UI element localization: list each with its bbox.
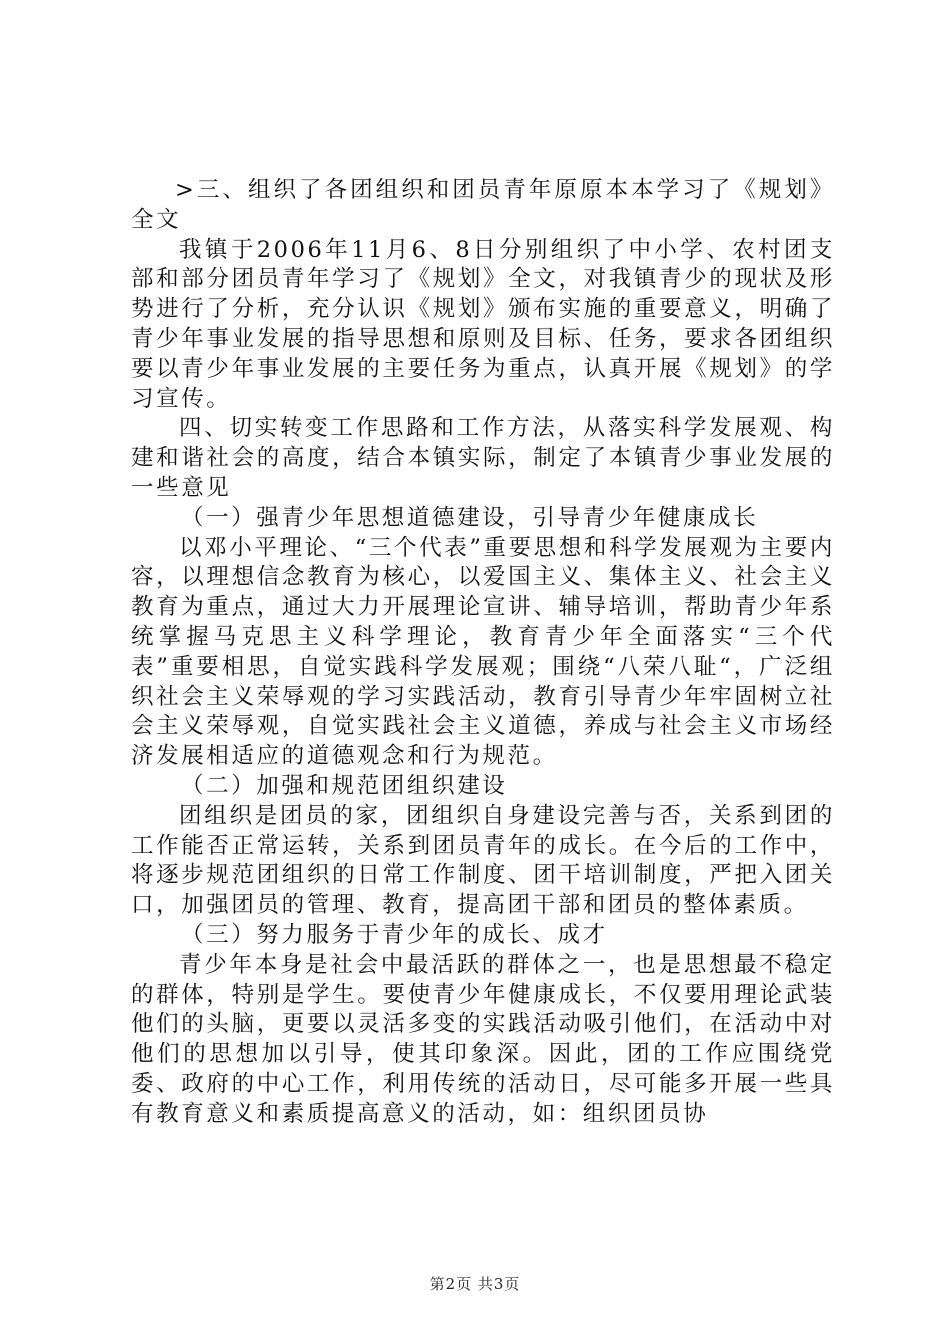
subheading-three: （三）努力服务于青少年的成长、成才 [181,921,608,948]
body-paragraph: 团组织是团员的家，团组织自身建设完善与否，关系到团的工作能否正常运转，关系到团员青年的成长。在今后的工作中，将逐步规范团组织的日常工作制度、团干培训制度，严把入团关口，加强团员的管理、教育，提高团干部和团员的整体素质。 [131,802,835,919]
body-paragraph: 青少年本身是社会中最活跃的群体之一，也是思想最不稳定的群体，特别是学生。要使青少年健康成长，不仅要用理论武装他们的头脑，更要以灵活多变的实践活动吸引他们，在活动中对他们的思想加以引导，使其印象深。因此，团的工作应围绕党委、政府的中心工作，利用传统的活动日，尽可能多开展一些具有教育意义和素质提高意义的活动，如：组织团员协 [131,951,835,1127]
body-paragraph: 我镇于2006年11月6、8日分别组织了中小学、农村团支部和部分团员青年学习了《规划》全文，对我镇青少的现状及形势进行了分析，充分认识《规划》颁布实施的重要意义，明确了青少年事业发展的指导思想和原则及目标、任务，要求各团组织要以青少年事业发展的主要任务为重点，认真开展《规划》的学习宣传。 [131,236,835,412]
body-paragraph: 以邓小平理论、“三个代表”重要思想和科学发展观为主要内容，以理想信念教育为核心，以爱国主义、集体主义、社会主义教育为重点，通过大力开展理论宣讲、辅导培训，帮助青少年系统掌握马克思主义科学理论，教育青少年全面落实“三个代表”重要相思，自觉实践科学发展观；围绕“八荣八耻“，广泛组织社会主义荣辱观的学习实践活动，教育引导青少年牢固树立社会主义荣辱观，自觉实践社会主义道德，养成与社会主义市场经济发展相适应的道德观念和行为规范。 [131,534,835,770]
section-heading-four: 四、切实转变工作思路和工作方法，从落实科学发展观、构建和谐社会的高度，结合本镇实际，制定了本镇青少事业发展的一些意见 [131,415,835,501]
page-footer: 第2页 共3页 [429,1275,521,1293]
document-body [131,176,835,1130]
subheading-one: （一）强青少年思想道德建设，引导青少年健康成长 [181,504,759,531]
subheading-two: （二）加强和规范团组织建设 [181,772,508,799]
section-heading-three: >三、组织了各团组织和团员青年原原本本学习了《规划》全文 [131,177,835,233]
